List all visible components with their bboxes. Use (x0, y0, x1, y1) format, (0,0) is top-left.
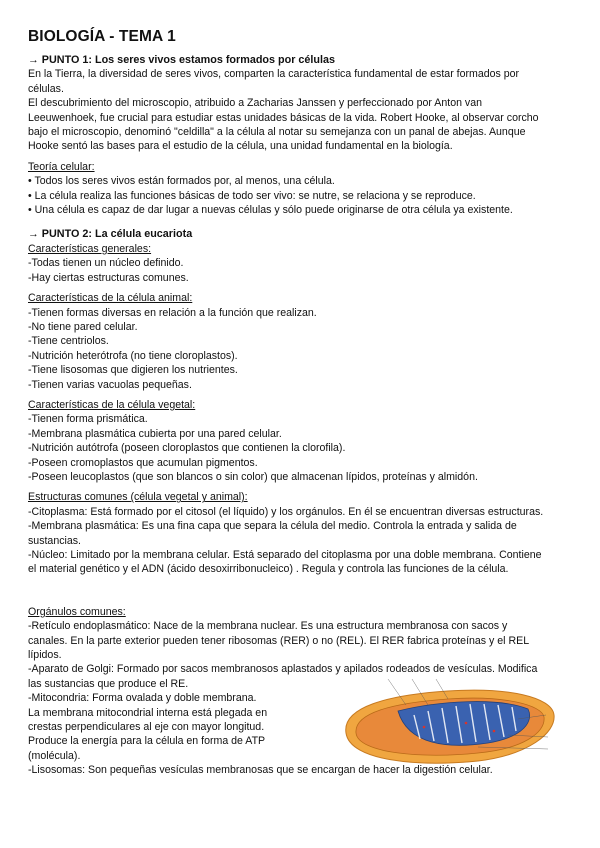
list-item: • Una célula es capaz de dar lugar a nuevas células y sólo puede originarse de otra célula ya existente. (28, 204, 513, 217)
list-item: -Citoplasma: Está formado por el citosol (el líquido) y los orgánulos. En él se encuentran diversas estructuras. (28, 505, 544, 518)
list-item: -Retículo endoplasmático: Nace de la membrana nuclear. Es una estructura membranosa con sacos y (28, 620, 508, 633)
paragraph-line: células. (28, 82, 64, 95)
list-item: -Tiene centriolos. (28, 335, 109, 348)
paragraph-line: En la Tierra, la diversidad de seres vivos, comparten la característica fundamental de estar formados por (28, 68, 520, 81)
list-item: Produce la energía para la célula en forma de ATP (28, 735, 266, 748)
list-item: • Todos los seres vivos están formados por, al menos, una célula. (28, 175, 335, 188)
animal-title: Características de la célula animal: (28, 292, 193, 305)
list-item: -Mitocondria: Forma ovalada y doble membrana. (28, 692, 257, 705)
mitochondria-block (28, 691, 574, 763)
list-item: el material genético y el ADN (ácido desoxirribonucleico) . Regula y controla las funciones de la célula. (28, 563, 509, 576)
list-item: crestas perpendiculares al eje con mayor longitud. (28, 721, 265, 734)
list-item: -Poseen cromoplastos que acumulan pigmentos. (28, 456, 258, 469)
list-item: -Membrana plasmática cubierta por una pared celular. (28, 427, 282, 440)
paragraph-line: El descubrimiento del microscopio, atribuido a Zacharias Janssen y perfeccionado por Anton van (28, 97, 483, 110)
list-item: -Membrana plasmática: Es una fina capa que separa la célula del medio. Controla la entrada y salida de (28, 520, 517, 533)
list-item: lípidos. (28, 649, 62, 662)
section-2-heading: → PUNTO 2: La célula eucariota (28, 228, 193, 241)
common-title: Estructuras comunes (célula vegetal y animal): (28, 491, 248, 504)
paragraph-line: Hooke sentó las bases para el estudio de la célula, una unidad fundamental en la biología. (28, 140, 453, 153)
list-item: -Nutrición heterótrofa (no tiene cloroplastos). (28, 349, 238, 362)
list-item: -No tiene pared celular. (28, 320, 138, 333)
general-title: Características generales: (28, 242, 152, 255)
list-item: • La célula realiza las funciones básicas de todo ser vivo: se nutre, se relaciona y se reproduce. (28, 189, 476, 202)
list-item: -Lisosomas: Son pequeñas vesículas membranosas que se encargan de hacer la digestión celular. (28, 764, 493, 777)
list-item: -Nutrición autótrofa (poseen cloroplastos que contienen la clorofila). (28, 442, 346, 455)
list-item: -Núcleo: Limitado por la membrana celular. Está separado del citoplasma por una doble membrana. Contiene (28, 549, 542, 561)
list-item: -Tienen varias vacuolas pequeñas. (28, 378, 192, 391)
list-item: las sustancias que produce el RE. (28, 677, 189, 690)
plant-title: Características de la célula vegetal: (28, 398, 196, 411)
list-item: -Tienen formas diversas en relación a la función que realizan. (28, 306, 317, 319)
paragraph-line: Leeuwenhoek, fue crucial para estudiar estas unidades básicas de la vida. Robert Hooke, al observar corcho (28, 111, 539, 124)
document-body (28, 53, 574, 778)
list-item: -Todas tienen un núcleo definido. (28, 257, 184, 270)
section-1-heading: → PUNTO 1: Los seres vivos estamos formados por células (28, 54, 336, 66)
list-item: sustancias. (28, 534, 81, 547)
list-item: -Aparato de Golgi: Formado por sacos membranosos aplastados y apilados rodeados de vesículas. Modifica (28, 663, 538, 676)
list-item: (molécula). (28, 749, 81, 762)
theory-title: Teoría celular: (28, 160, 95, 173)
mitochondria-illustration (328, 675, 568, 771)
paragraph-line: bajo el microscopio, denominó "celdilla" a la célula al notar su semejanza con un panal de abejas. Aunque (28, 126, 526, 139)
document-title: BIOLOGÍA - TEMA 1 (28, 28, 176, 45)
list-item: -Hay ciertas estructuras comunes. (28, 271, 189, 284)
list-item: -Tienen forma prismática. (28, 413, 148, 426)
list-item: -Tiene lisosomas que digieren los nutrientes. (28, 364, 238, 377)
organelles-title: Orgánulos comunes: (28, 605, 126, 618)
list-item: canales. En la parte exterior pueden tener ribosomas (RER) o no (REL). El RER fabrica proteínas y el REL (28, 634, 530, 647)
list-item: -Poseen leucoplastos (que son blancos o sin color) que almacenan lípidos, proteínas y almidón. (28, 470, 478, 483)
list-item: La membrana mitocondrial interna está plegada en (28, 706, 268, 719)
